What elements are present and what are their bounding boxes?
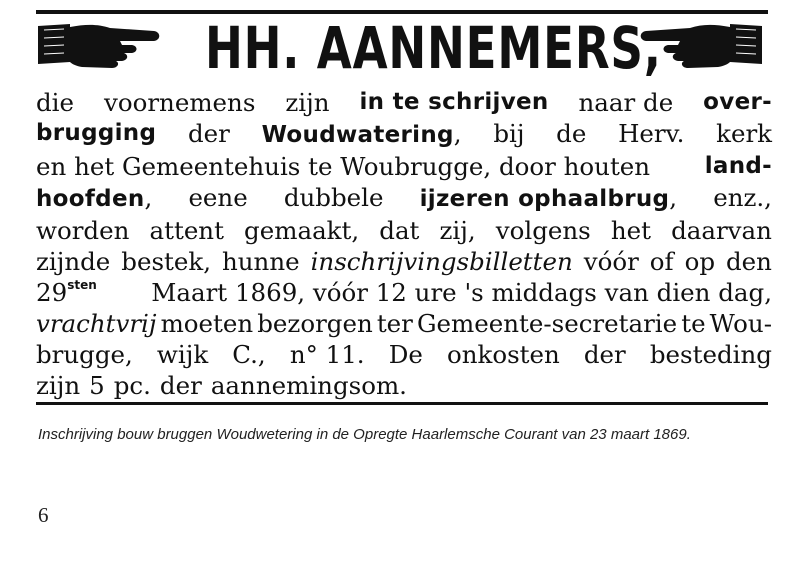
page-title: HH. AANNEMERS, [205,14,662,82]
text-line: zijn 5 pc. der aannemingsom. [36,371,407,400]
text-line: brugge, wijk C., n° 11. De onkosten der besteding [36,340,772,369]
advertisement-body [36,87,772,401]
pointing-hand-right-icon [36,18,162,72]
text-line: en het Gemeentehuis te Woubrugge, door houten land- [36,152,772,181]
text-line: vrachtvrij moeten bezorgen ter Gemeente-secretarie te Wou- [36,309,772,338]
text-line: brugging der Woudwatering, bij de Herv. kerk [36,119,772,148]
text-line: worden attent gemaakt, dat zij, volgens het daarvan [36,216,772,245]
text-line: $29^{sten}$ Maart 1869, vóór 12 ure 's middags van dien dag, [36,278,772,307]
figure-caption: Inschrijving bouw bruggen Woudwetering in de Opregte Haarlemsche Courant van 23 maart 1869. [38,426,691,443]
text-line: zijnde bestek, hunne inschrijvingsbilletten vóór of op den [36,247,772,276]
pointing-hand-left-icon [638,18,764,72]
bottom-rule [36,402,768,405]
page-number: 6 [38,503,49,527]
text-line: hoofden, eene dubbele ijzeren ophaalbrug, enz., [36,183,772,212]
text-line: die voornemens zijn in te schrijven naar de over- [36,88,772,117]
